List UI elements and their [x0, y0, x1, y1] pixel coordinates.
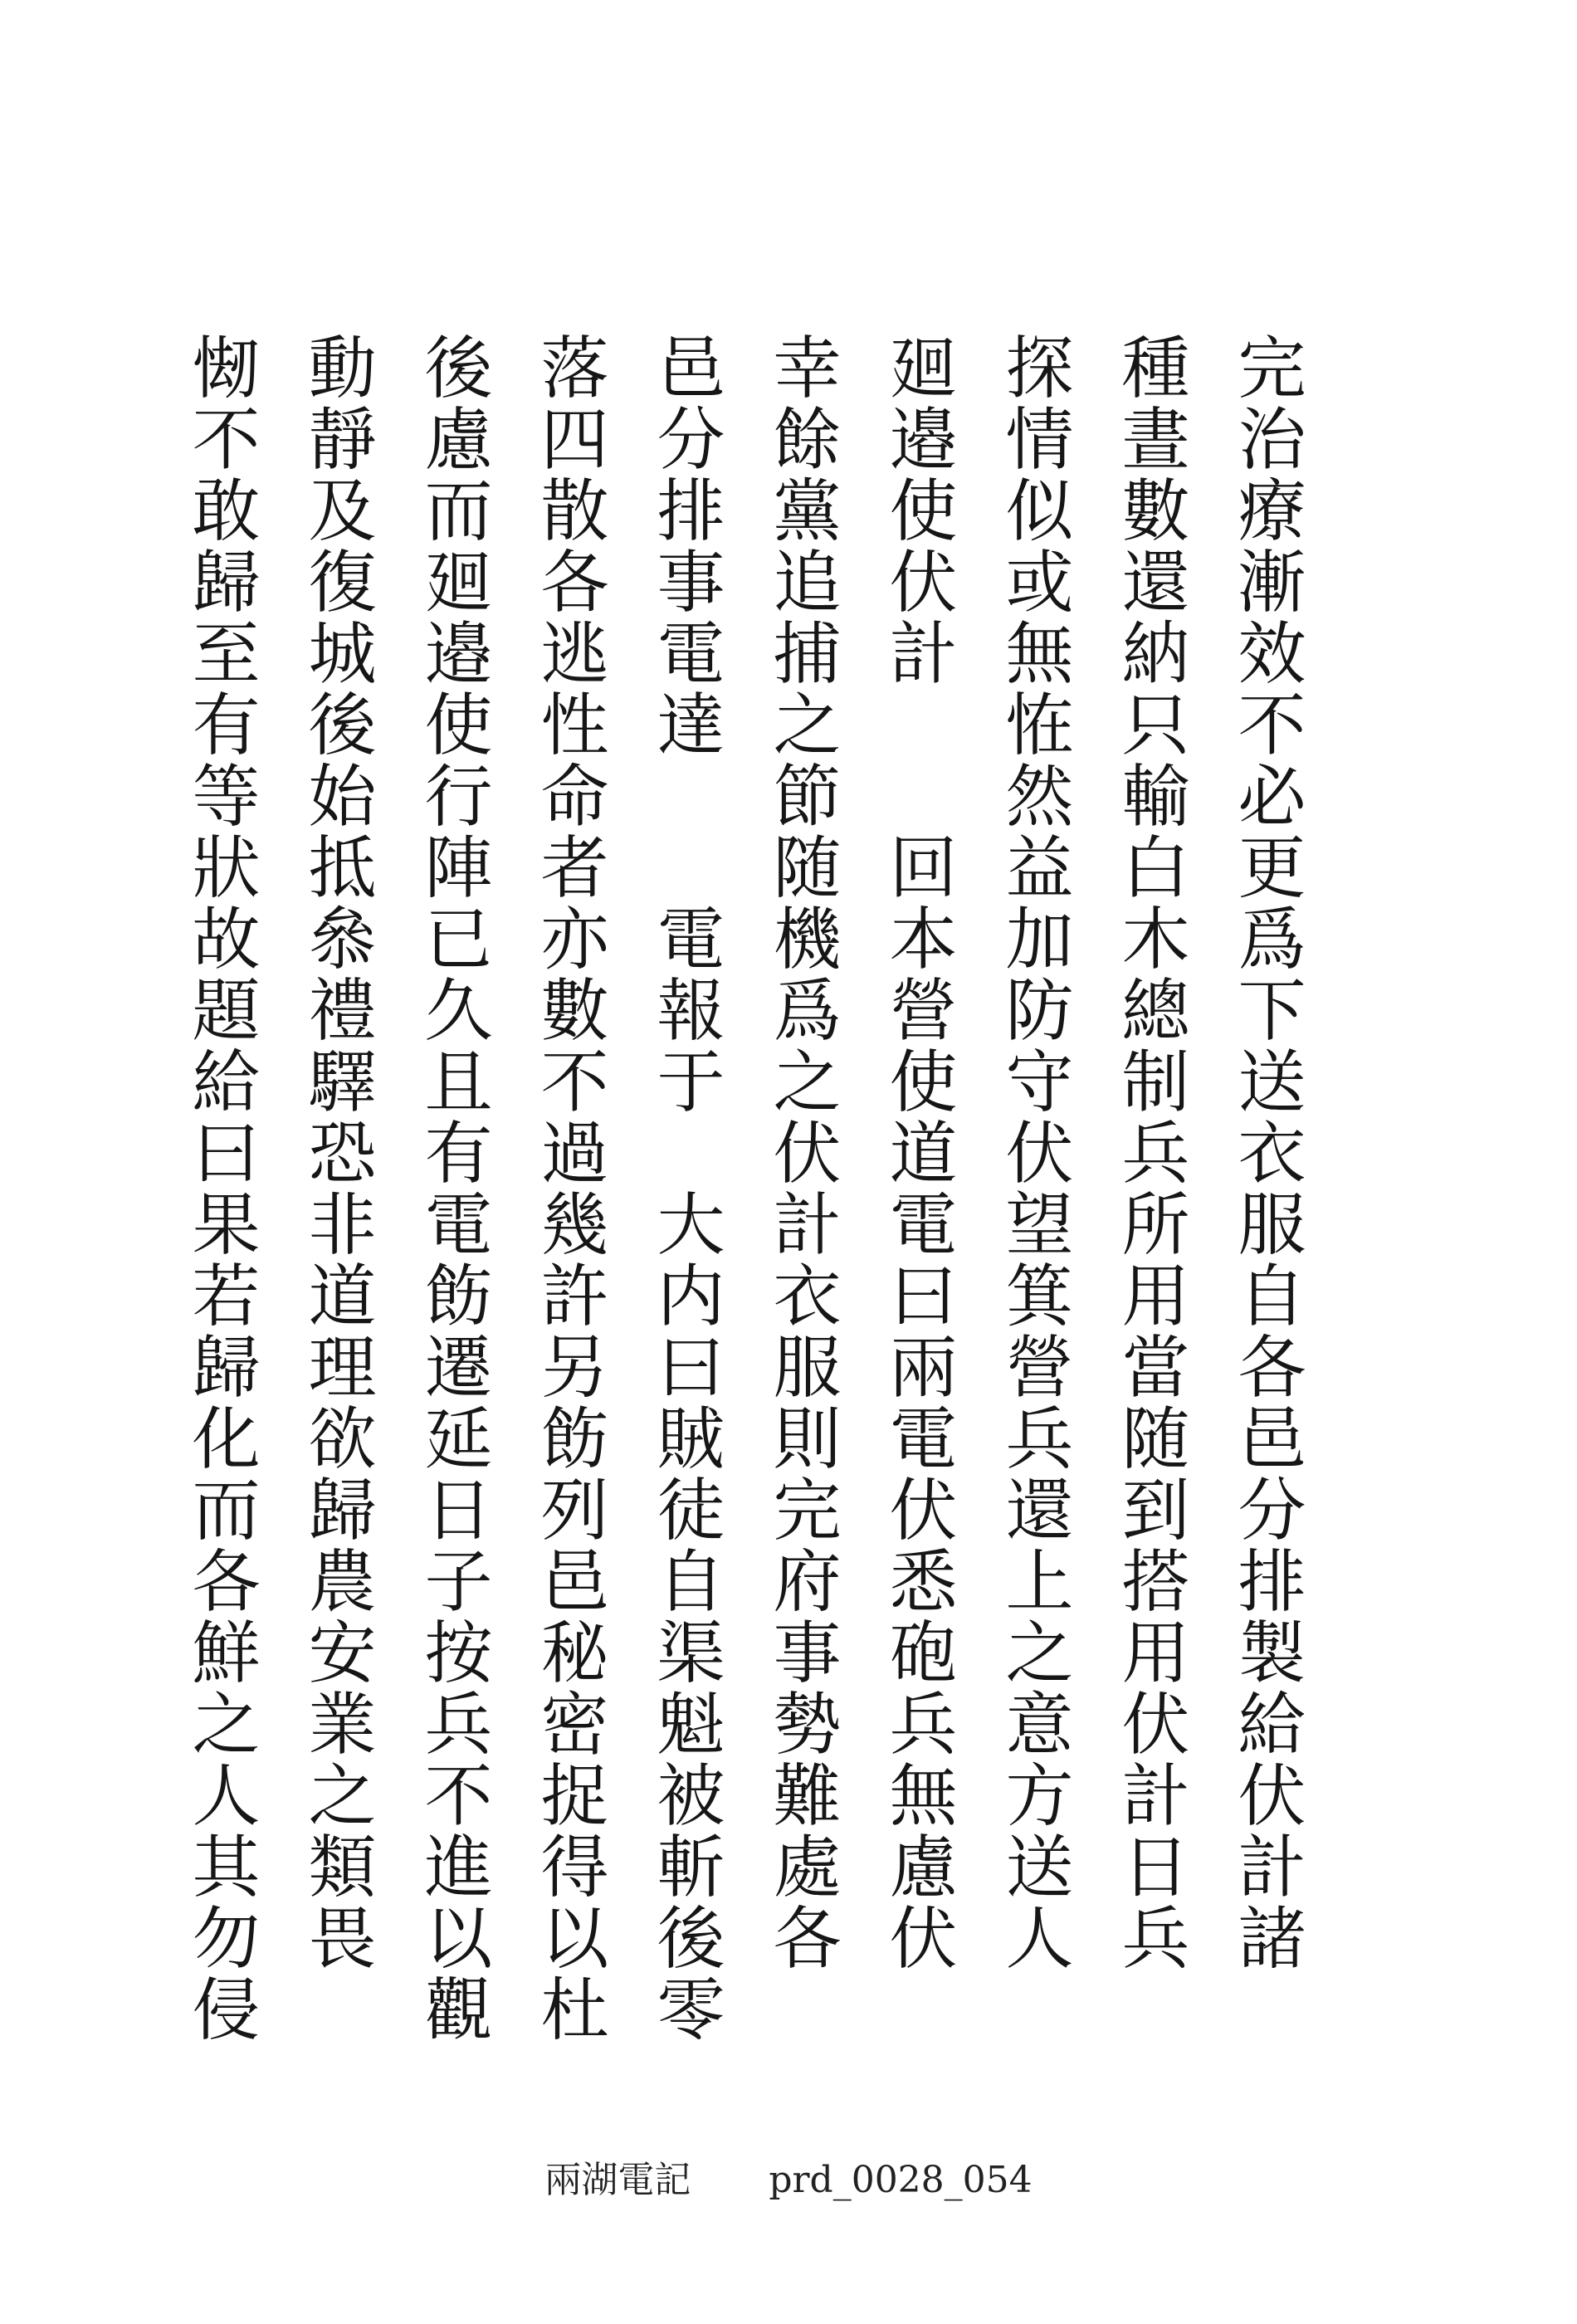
text-column-9: 動靜及復城後始抵叅禮驛恐非道理欲歸農安業之類畏 [297, 332, 376, 1974]
text-column-10: 㥘不敢歸至有等狀故題給曰果若歸化而各鮮之人其勿侵 [181, 332, 260, 2045]
text-column-5: 幸餘黨追捕之節随機爲之伏計衣服則完府事勢難處各 [762, 332, 841, 1974]
page-footer [0, 2150, 1577, 2203]
text-column-1: 完治療漸效不必更爲下送衣服自各邑分排製給伏計諸 [1227, 332, 1306, 1974]
text-column-2: 種晝數還納只輸白木總制兵所用當随到搭用伏計日兵 [1111, 332, 1189, 1974]
text-column-3: 探情似或無恠然益加防守伏望箕營兵還上之意方送人 [994, 332, 1073, 1974]
text-column-4: 廻邉使伏計 回本營使道電曰兩電伏悉砲兵無慮伏 [878, 332, 957, 1974]
book-title: 兩湖電記 [544, 2159, 691, 2201]
page-identifier: prd_0028_054 [769, 2159, 1033, 2201]
text-column-6: 邑分排事電達 電報于 大内曰賊徒自渠魁被斬後零 [646, 332, 725, 2045]
text-column-8: 後慮而廻邉使行陣已久且有電飭遷延日子按兵不進以觀 [413, 332, 492, 2045]
text-column-7: 落四散各逃性命者亦數不過幾許另飭列邑秘密捉得以杜 [530, 332, 608, 2045]
vertical-text-body [145, 332, 1324, 2058]
